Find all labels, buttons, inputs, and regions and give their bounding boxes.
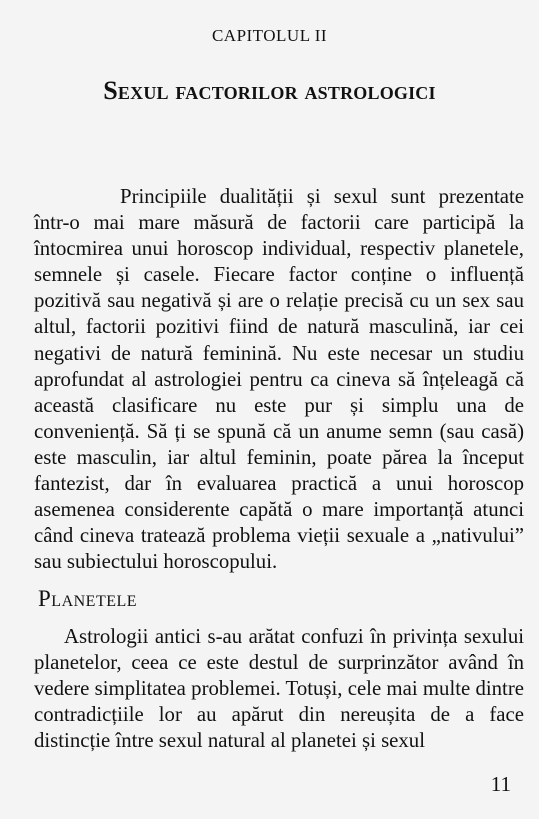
section-heading: Planetele	[38, 586, 138, 611]
chapter-title: Sexul factorilor astrologici	[103, 76, 436, 105]
chapter-label: CAPITOLUL II	[211, 26, 328, 45]
body-paragraph-1: Principiile dualității și sexul sunt prezentate într-o mai mare măsură de factorii care participă la întocmirea unui horoscop individual, respectiv planetele, semnele și casele. Fiecare factor conține o influență pozitivă sau negativă și are o relație precisă cu un sex sau altul, factorii pozitivi fiind de natură masculină, iar cei negativi de natură feminină. Nu este necesar un studiu aprofundat al astrologiei pentru ca cineva să înțeleagă că această clasificare nu este pur și simplu una de conveniență. Să ți se spună că un anume semn (sau casă) este masculin, iar altul feminin, poate părea la început fantezist, dar în evaluarea practică a unui horoscop asemenea considerente capătă o mare importanță atunci când cineva tratează problema vieții sexuale a „nativului” sau subiectului horoscopului.	[34, 185, 524, 574]
body-paragraph-2: Astrologii antici s-au arătat confuzi în privința sexului planetelor, ceea ce este destul de surprinzător având în vedere simplitatea problemei. Totuși, cele mai multe dintre contradicțiile lor au apărut din nereușita de a face distincție între sexul natural al planetei și sexul	[34, 625, 524, 753]
page-number: 11	[490, 772, 511, 796]
